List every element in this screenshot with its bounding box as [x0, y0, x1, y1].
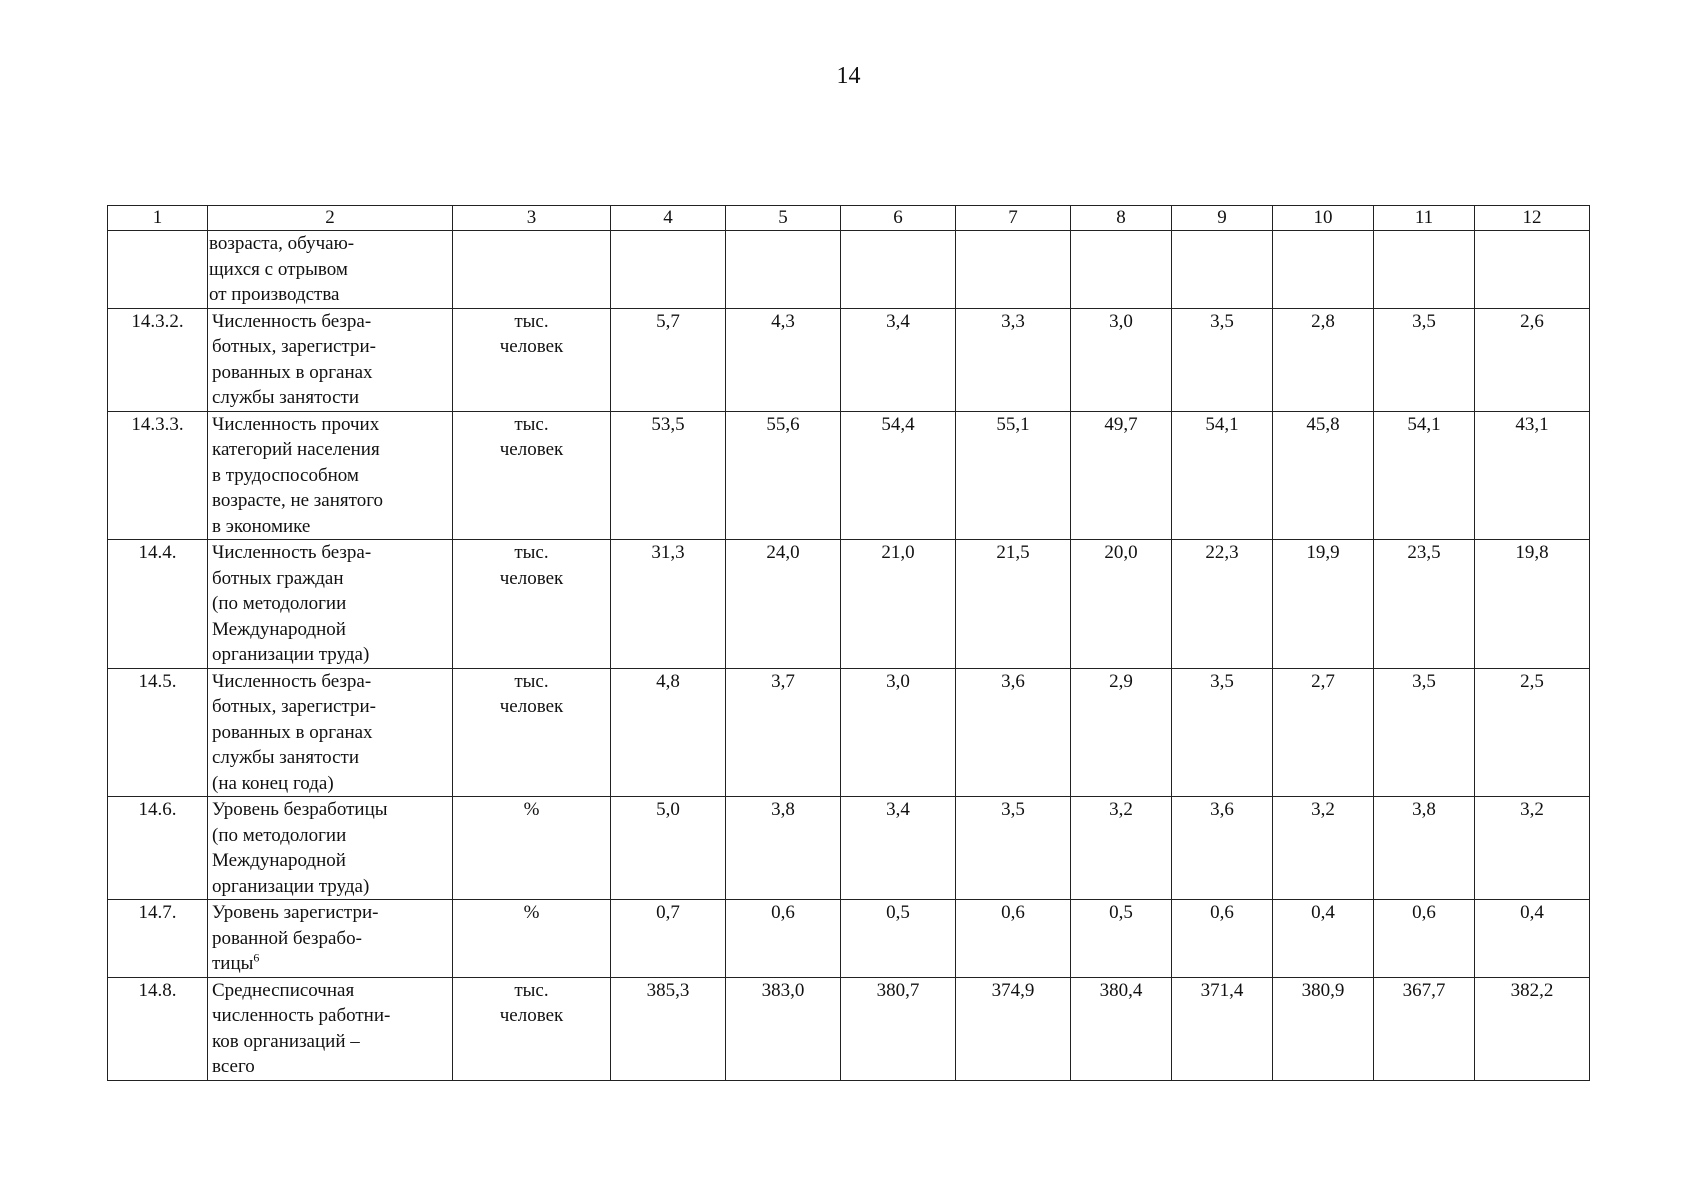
row-unit: [453, 231, 611, 309]
value-cell: 2,7: [1273, 668, 1374, 797]
column-number-header: 8: [1071, 206, 1172, 231]
value-cell: [841, 231, 956, 309]
value-cell: 3,4: [841, 308, 956, 411]
value-cell: 2,6: [1475, 308, 1590, 411]
value-cell: 54,1: [1374, 411, 1475, 540]
column-number-header: 7: [956, 206, 1071, 231]
value-cell: 3,8: [726, 797, 841, 900]
value-cell: 3,2: [1475, 797, 1590, 900]
value-cell: 54,4: [841, 411, 956, 540]
row-code: 14.3.2.: [108, 308, 208, 411]
row-code: [108, 231, 208, 309]
table-row: [108, 900, 1590, 978]
table-row: [108, 411, 1590, 540]
column-number-header: 2: [208, 206, 453, 231]
value-cell: 5,0: [611, 797, 726, 900]
value-cell: 4,3: [726, 308, 841, 411]
value-cell: 3,4: [841, 797, 956, 900]
value-cell: 3,6: [1172, 797, 1273, 900]
value-cell: 3,7: [726, 668, 841, 797]
value-cell: 3,2: [1273, 797, 1374, 900]
value-cell: 45,8: [1273, 411, 1374, 540]
value-cell: 0,5: [1071, 900, 1172, 978]
value-cell: 55,6: [726, 411, 841, 540]
value-cell: 0,6: [726, 900, 841, 978]
value-cell: 0,6: [1374, 900, 1475, 978]
value-cell: 21,0: [841, 540, 956, 669]
row-name-text: Численность прочих категорий населения в трудоспособном возрасте, не занятого в экономике: [212, 413, 384, 537]
value-cell: 3,2: [1071, 797, 1172, 900]
value-cell: 371,4: [1172, 977, 1273, 1080]
row-name-text: Численность безра- ботных, зарегистри- рованных в органах службы занятости: [212, 310, 376, 408]
value-cell: 53,5: [611, 411, 726, 540]
value-cell: [611, 231, 726, 309]
value-cell: [956, 231, 1071, 309]
value-cell: 3,5: [1172, 308, 1273, 411]
statistics-table: [107, 205, 1590, 1081]
value-cell: 367,7: [1374, 977, 1475, 1080]
value-cell: 31,3: [611, 540, 726, 669]
column-number-header: 10: [1273, 206, 1374, 231]
value-cell: [1071, 231, 1172, 309]
row-code: 14.6.: [108, 797, 208, 900]
value-cell: 19,8: [1475, 540, 1590, 669]
value-cell: 385,3: [611, 977, 726, 1080]
row-name-text: Численность безра- ботных граждан (по методологии Международной организации труда): [212, 542, 372, 665]
value-cell: 380,7: [841, 977, 956, 1080]
value-cell: 3,5: [1374, 308, 1475, 411]
column-number-header: 4: [611, 206, 726, 231]
row-name: [208, 540, 453, 669]
column-number-header: 12: [1475, 206, 1590, 231]
value-cell: 0,6: [956, 900, 1071, 978]
value-cell: [1273, 231, 1374, 309]
value-cell: [1172, 231, 1273, 309]
value-cell: [726, 231, 841, 309]
row-name: [208, 668, 453, 797]
value-cell: 382,2: [1475, 977, 1590, 1080]
value-cell: 2,5: [1475, 668, 1590, 797]
table-row: [108, 308, 1590, 411]
row-unit: тыс. человек: [453, 308, 611, 411]
row-name: [208, 411, 453, 540]
row-name-text: Уровень безработицы (по методологии Международной организации труда): [212, 799, 388, 897]
row-code: 14.3.3.: [108, 411, 208, 540]
continuation-row: [108, 231, 1590, 309]
row-code: 14.4.: [108, 540, 208, 669]
value-cell: 54,1: [1172, 411, 1273, 540]
column-number-row: [108, 206, 1590, 231]
value-cell: 0,7: [611, 900, 726, 978]
value-cell: 4,8: [611, 668, 726, 797]
value-cell: 374,9: [956, 977, 1071, 1080]
row-unit: %: [453, 797, 611, 900]
value-cell: 43,1: [1475, 411, 1590, 540]
value-cell: 3,3: [956, 308, 1071, 411]
value-cell: 3,6: [956, 668, 1071, 797]
row-name: [208, 900, 453, 978]
row-name: [208, 308, 453, 411]
table-row: [108, 540, 1590, 669]
value-cell: 380,4: [1071, 977, 1172, 1080]
value-cell: 0,6: [1172, 900, 1273, 978]
table-row: [108, 668, 1590, 797]
row-unit: тыс. человек: [453, 977, 611, 1080]
value-cell: 20,0: [1071, 540, 1172, 669]
value-cell: 55,1: [956, 411, 1071, 540]
value-cell: [1475, 231, 1590, 309]
value-cell: 3,0: [1071, 308, 1172, 411]
value-cell: 21,5: [956, 540, 1071, 669]
value-cell: 22,3: [1172, 540, 1273, 669]
value-cell: 19,9: [1273, 540, 1374, 669]
row-name: [208, 797, 453, 900]
column-number-header: 3: [453, 206, 611, 231]
value-cell: 3,8: [1374, 797, 1475, 900]
row-name-text: Численность безра- ботных, зарегистри- рованных в органах службы занятости (на конец года): [212, 670, 376, 794]
row-name: возраста, обучаю- щихся с отрывом от производства: [208, 231, 453, 309]
value-cell: 3,5: [1374, 668, 1475, 797]
row-unit: %: [453, 900, 611, 978]
column-number-header: 11: [1374, 206, 1475, 231]
row-unit: тыс. человек: [453, 540, 611, 669]
value-cell: 3,0: [841, 668, 956, 797]
row-name: [208, 977, 453, 1080]
row-name-text: Среднесписочная численность работни- ков организаций – всего: [212, 979, 391, 1077]
value-cell: 3,5: [1172, 668, 1273, 797]
column-number-header: 9: [1172, 206, 1273, 231]
table-row: [108, 977, 1590, 1080]
row-unit: тыс. человек: [453, 668, 611, 797]
value-cell: 0,5: [841, 900, 956, 978]
row-code: 14.8.: [108, 977, 208, 1080]
footnote-marker: 6: [253, 950, 260, 965]
value-cell: 3,5: [956, 797, 1071, 900]
column-number-header: 1: [108, 206, 208, 231]
value-cell: 383,0: [726, 977, 841, 1080]
page-number: 14: [836, 63, 861, 89]
table-row: [108, 797, 1590, 900]
value-cell: 0,4: [1475, 900, 1590, 978]
value-cell: 0,4: [1273, 900, 1374, 978]
value-cell: [1374, 231, 1475, 309]
value-cell: 23,5: [1374, 540, 1475, 669]
row-unit: тыс. человек: [453, 411, 611, 540]
value-cell: 49,7: [1071, 411, 1172, 540]
value-cell: 24,0: [726, 540, 841, 669]
value-cell: 2,8: [1273, 308, 1374, 411]
row-code: 14.5.: [108, 668, 208, 797]
column-number-header: 6: [841, 206, 956, 231]
column-number-header: 5: [726, 206, 841, 231]
value-cell: 380,9: [1273, 977, 1374, 1080]
row-code: 14.7.: [108, 900, 208, 978]
value-cell: 2,9: [1071, 668, 1172, 797]
value-cell: 5,7: [611, 308, 726, 411]
row-name-text: Уровень зарегистри- рованной безрабо- тицы: [212, 902, 379, 974]
